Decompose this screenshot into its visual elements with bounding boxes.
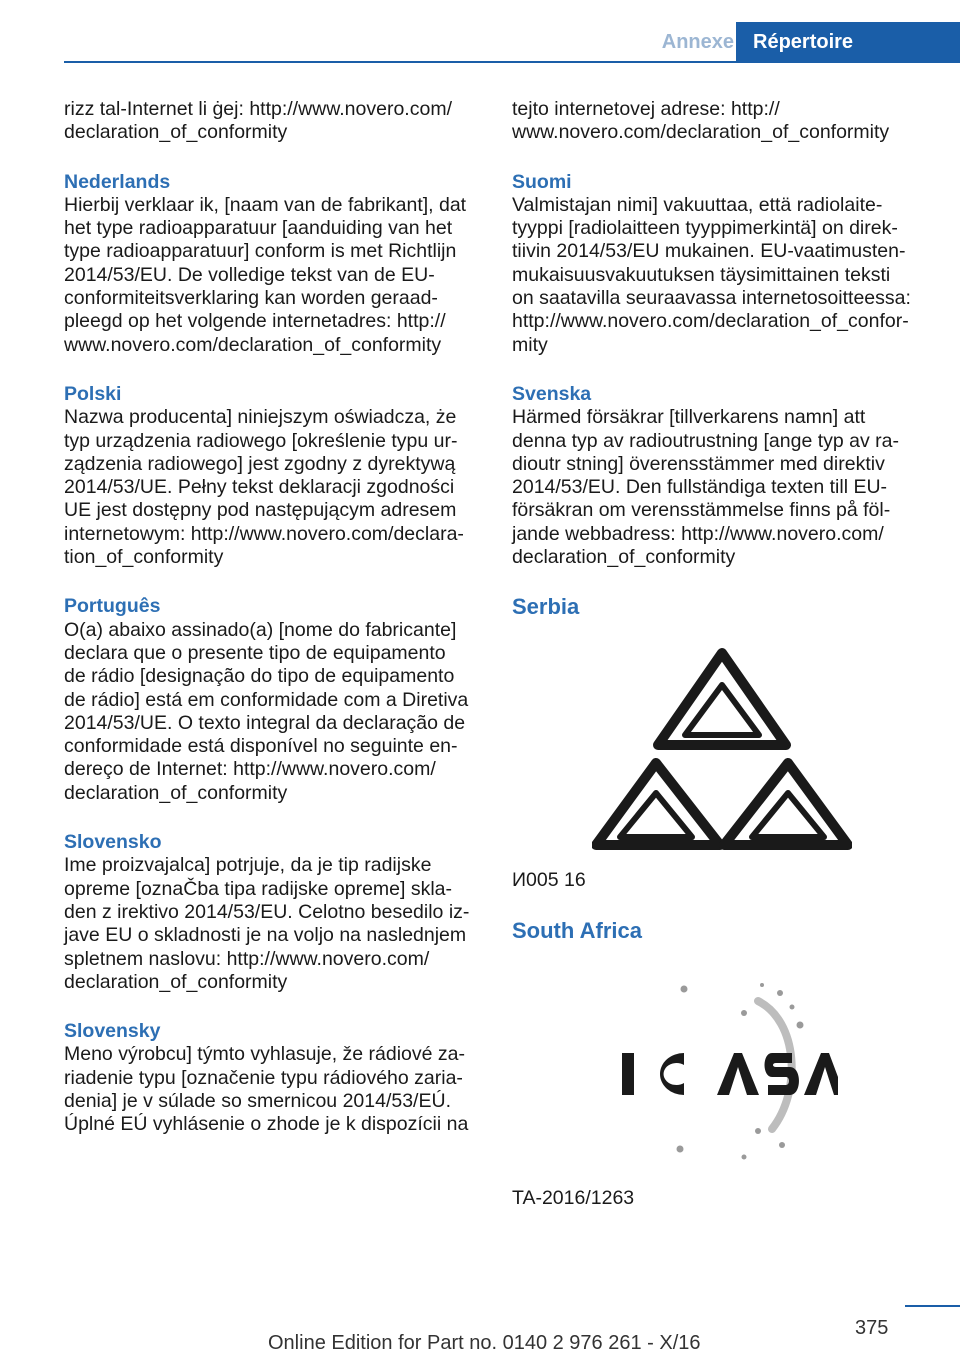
text-line: O(a) abaixo assinado(a) [nome do fabricante] [64,618,457,641]
text-line: type radioapparatuur] conform is met Richtlijn [64,240,457,263]
text-line: www.novero.com/declaration_of_conformity [512,121,890,144]
section-heading-polski: Polski [64,382,122,405]
text-line: 2014/53/EU. Den fullständiga texten till EU- [512,476,888,499]
text-line: tyyppi [radiolaitteen tyyppimerkintä] on direk‐ [512,217,898,240]
south-africa-reference: TA-2016/1263 [512,1186,635,1209]
text-line: www.novero.com/declaration_of_conformity [64,333,442,356]
text-line: dereço de Internet: http://www.novero.com/ [64,758,436,781]
text-line: declaration_of_conformity [64,970,288,993]
page-number: 375 [855,1317,889,1339]
text-line: jande webbadress: http://www.novero.com/ [512,522,884,545]
text-line: dioutr stning] överensstämmer med direktiv [512,452,885,475]
text-line: opreme [oznaČba tipa radijske opreme] skla‐ [64,877,453,900]
text-line: http://www.novero.com/declaration_of_confor‐ [512,310,909,333]
header-divider [64,61,960,63]
serbia-reference: И005 16 [512,869,586,892]
section-body-polski [64,406,484,569]
text-line: declara que o presente tipo de equipamento [64,641,446,664]
section-heading-slovensko: Slovensko [64,831,162,854]
text-line: Nazwa producenta] niniejszym oświadcza, że [64,406,457,429]
text-line: de rádio] está em conformidade com a Diretiva [64,688,469,711]
section-heading-portugues: Português [64,595,161,618]
text-line: typ urządzenia radiowego [określenie typu ur‐ [64,429,458,452]
footer-divider [905,1305,960,1307]
text-line: jave EU o skladnosti je na voljo na naslednjem [64,924,467,947]
section-body-svenska [512,406,937,569]
serbia-conformity-mark-icon [592,645,852,855]
text-line: tejto internetovej adrese: http:// [512,98,780,120]
left-intro [64,98,484,145]
section-body-suomi [512,194,937,357]
section-heading-slovensky: Slovensky [64,1020,161,1043]
section-body-nederlands [64,194,484,357]
text-line: declaration_of_conformity [64,121,288,144]
text-line: internetowym: http://www.novero.com/declara‐ [64,522,464,545]
right-intro [512,98,937,145]
right-column [512,98,937,1210]
text-line: Valmistajan nimi] vakuuttaa, että radiolaite‐ [512,193,883,216]
section-heading-suomi: Suomi [512,170,572,193]
text-line: denna typ av radioutrustning [ange typ av ra‐ [512,429,899,452]
text-line: rizz tal-Internet li ġej: http://www.novero.com/ [64,98,452,120]
text-line: mukaisuusvakuutuksen täysimittainen teksti [512,263,891,286]
text-line: ządzenia radiowego] jest zgodny z dyrektywą [64,452,456,475]
section-heading-serbia: Serbia [512,594,580,620]
text-line: spletnem naslovu: http://www.novero.com/ [64,947,430,970]
section-body-portugues [64,619,484,805]
text-line: mity [512,333,548,356]
text-line: denia] je v súlade so smernicou 2014/53/EÚ. [64,1089,451,1112]
text-line: UE jest dostępny pod następującym adresem [64,499,457,522]
left-column [64,98,484,1137]
section-body-slovensko [64,854,484,994]
text-line: pleegd op het volgende internetadres: http:// [64,310,446,333]
text-line: riadenie typu [označenie typu rádiového zaria‐ [64,1066,463,1089]
text-line: Ime proizvajalca] potrjuje, da je tip radijske [64,854,432,877]
text-line: 2014/53/UE. Pełny tekst deklaracji zgodności [64,476,455,499]
section-heading-south-africa: South Africa [512,917,642,943]
text-line: Härmed försäkrar [tillverkarens namn] att [512,406,866,429]
text-line: declaration_of_conformity [64,781,288,804]
text-line: Hierbij verklaar ik, [naam van de fabrikant], dat [64,193,467,216]
section-heading-svenska: Svenska [512,382,592,405]
text-line: de rádio [designação do tipo de equipamento [64,665,455,688]
tab-annexe[interactable]: Annexe [661,31,734,53]
text-line: conformiteitsverklaring kan worden geraad‐ [64,287,438,310]
footer-edition: Online Edition for Part no. 0140 2 976 261 - X/16 [268,1332,701,1354]
text-line: försäkran om verensstämmelse finns på föl‐ [512,499,891,522]
text-line: het type radioapparatuur [aanduiding van het [64,217,453,240]
text-line: 2014/53/UE. O texto integral da declaração de [64,711,466,734]
text-line: declaration_of_conformity [512,546,736,569]
text-line: conformidade está disponível no seguinte en‐ [64,735,458,758]
text-line: 2014/53/EU. De volledige tekst van de EU- [64,263,435,286]
text-line: den z irektivo 2014/53/EU. Celotno besedilo iz‐ [64,900,470,923]
section-heading-nederlands: Nederlands [64,170,171,193]
text-line: Meno výrobcu] týmto vyhlasuje, že rádiové za‐ [64,1043,466,1066]
text-line: on saatavilla seuraavassa internetosoitteessa: [512,287,911,310]
text-line: Úplné EÚ vyhlásenie o zhode je k dispozícii na [64,1113,469,1136]
section-body-slovensky [64,1043,484,1136]
tab-repertoire[interactable]: Répertoire [736,22,960,62]
text-line: tiivin 2014/53/EU mukainen. EU-vaatimusten‐ [512,240,906,263]
icasa-logo-icon [622,981,838,1161]
text-line: tion_of_conformity [64,546,224,569]
